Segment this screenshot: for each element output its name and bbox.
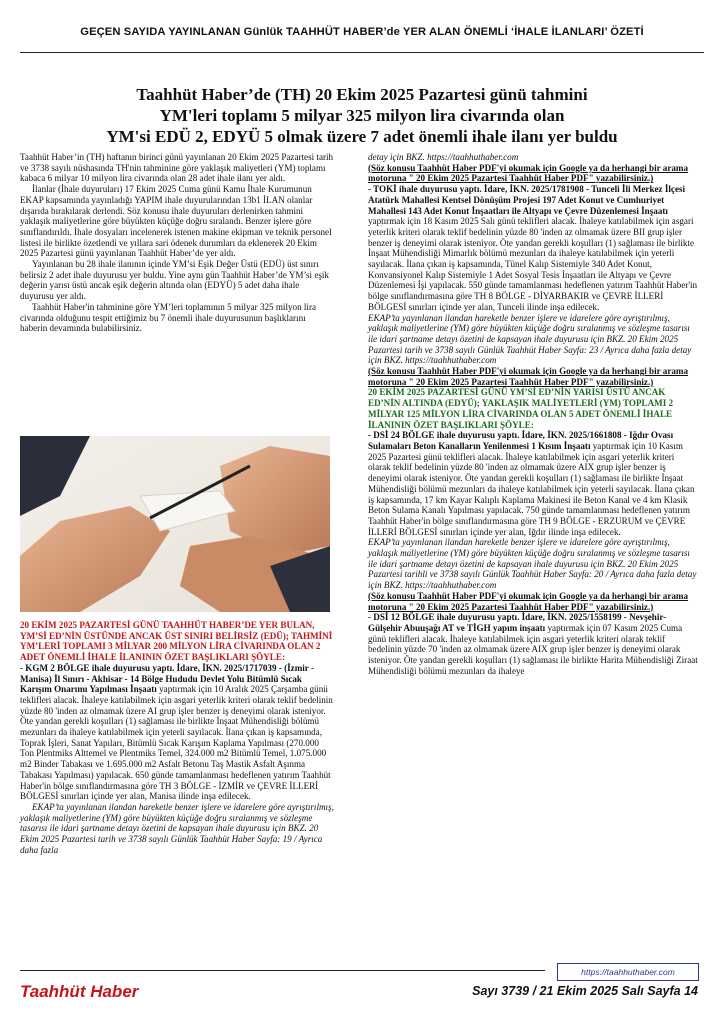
left-column [20, 152, 334, 334]
tender-item-2-body: yaptırmak için 18 Kasım 2025 Salı günü teklifleri alacak. İhaleye katılabilmek için asgari yeterlik kriteri olarak teklif bedelinin yüzde 80 'inden az olmamak üzere BII grup işler benzer iş deneyimi olarak isteniyor. Öte yandan gerekli koşulları (1) sağlaması ile birlikte İnşaat Mühendisliği Mimarlık bölümü mezunları da ihaleye katılabilmek için yeterli sayılacak. İlana çıkan iş kapsamında, Tünel Kalıp Sistemiyle 340 Adet Konut, Konvansiyonel Kalıp Sistemiyle 1 Adet Sosyal Tesis İnşaatları ile Altyapı ve Çevre Düzenlemesi İşi yapılacak. 550 günde tamamlanması hedeflenen yatırım Taahhüt Haber'in bölge sınıflandırmasına göre TH 8 BÖLGE - DİYARBAKIR ve ÇEVRE İLLERİ BÖLGESİ sınırları içinde yer alan, Tunceli ilinde inşa edilecek. [368, 216, 698, 312]
headline-line-1: Taahhüt Haber’de (TH) 20 Ekim 2025 Pazartesi günü tahmini [136, 85, 588, 104]
tender-item-4-body: yaptırmak için 07 Kasım 2025 Cuma günü teklifleri alacak. İhaleye katılabilmek için asgari yeterlik kriteri olarak teklif bedelinin yüzde 70 'inden az olmamak üzere AIX grup işler benzer iş deneyimi olarak isteniyor. Öte yandan gerekli koşulları (1) sağlaması ile birlikte Harita Mühendisliği Ziraat Mühendisliği bölümü mezunları da ihaleye [368, 622, 698, 676]
continued-detail: detay için BKZ. https://taahhuthaber.com [368, 152, 519, 162]
taahhut-haber-logo: Taahhüt Haber [20, 982, 139, 1001]
pdf-search-note-3: (Söz konusu Taahhüt Haber PDF'yi okumak için Google ya da herhangi bir arama motoruna " 20 Ekim 2025 Pazartesi Taahhüt Haber PDF" yazabilirsiniz.) [368, 590, 689, 612]
website-link[interactable]: https://taahhuthaber.com [557, 963, 699, 981]
section-heading-edyu: 20 EKİM 2025 PAZARTESİ GÜNÜ YM’Sİ ED’NİN YARISI ÜSTÜ ANCAK ED’NİN ALTINDA (EDYÜ); YAKLAŞIK MALİYETLERİ (YM) TOPLAMI 2 MİLYAR 125 MİLYON LİRA CİVARINDA OLAN 5 ADET ÖNEMLİ İHALE İLANININ ÖZET BAŞLIKLARI ŞÖYLE: [368, 387, 674, 430]
tender-item-3-body: yaptırmak için 10 Kasım 2025 Pazartesi günü teklifleri alacak. İhaleye katılabilmek için asgari yeterlik kriteri olarak teklif bedelinin yüzde 80 'inden az olmamak üzere AIX grup işler benzer iş deneyimi olarak isteniyor. Öte yandan gerekli koşulları (1) sağlaması ile birlikte İnşaat Mühendisliği bölümü mezunları da ihaleye katılabilmek için yeterli sayılacak. İlana çıkan iş kapsamında, 17 km Kayar Kalıplı Kaplama Makinesi ile Beton Kanal ve 4 km Klasik Beton Sulama Kanalı Yapılması yapılacak. 750 günde tamamlanması hedeflenen yatırım Taahhüt Haber'in bölge sınıflandırmasına göre TH 9 BÖLGE - ERZURUM ve ÇEVRE İLLERİ BÖLGESİ sınırları içinde yer alan, Iğdır ilinde inşa edilecek. [368, 440, 695, 537]
headline-line-2: YM'leri toplamı 5 milyar 325 milyon lira civarında olan [159, 106, 565, 125]
top-header: GEÇEN SAYIDA YAYINLANAN Günlük TAAHHÜT HABER’de YER ALAN ÖNEMLİ ‘İHALE İLANLARI’ ÖZETİ [80, 26, 644, 38]
body-paragraph-2: İlanlar (İhale duyuruları) 17 Ekim 2025 Cuma günü Kamu İhale Kurumunun EKAP kapsamında yayınladığı YAPIM ihale duyurularından 13b1 İLAN olanlar dışarıda bırakılarak derlendi. Söz konusu ihale duyuruları derlenirken tahmini yaklaşık maliyetlerine göre büyükten küçüğe doğru sıralandı. Benzer işlere göre sınıflandırıldı. İhale dosyaları incelenerek istenen makine ekipman ve teknik personel listesi ile birlikte özetlendi ve yıllara sari ödenek durumları da eklenerek 20 Ekim 2025 Pazartesi günü yayınlanan Taahhüt Haber’de yer aldı. [20, 184, 332, 259]
tender-item-3 [368, 430, 698, 537]
tender-item-2-note: EKAP’ta yayınlanan ilandan hareketle benzer işlere ve idarelere göre ayrıştırılmış, yaklaşık maliyetlerine (YM) göre büyükten küçüğe doğru sıralanmış ve sözleşme tasarısı ile idari şartname detayı özetini de kapsayan ihale duyurusu için BKZ. 20 Ekim 2025 Pazartesi tarih ve 3738 sayılı Günlük Taahhüt Haber Sayfa: 23 / Ayrıca daha fazla detay için BKZ. https://taahhuthaber.com [368, 312, 692, 366]
tender-item-3-note: EKAP’ta yayınlanan ilandan hareketle benzer işlere ve idarelere göre ayrıştırılmış, yaklaşık maliyetlerine (YM) göre büyükten küçüğe doğru sıralanmış ve sözleşme tasarısı ile idari şartname detayı özetini de kapsayan ihale duyurusu için BKZ. 20 Ekim 2025 Pazartesi tarihli ve 3738 sayılı Günlük Taahhüt Haber Sayfa: 20 / Ayrıca daha fazla detay için BKZ. https://taahhuthaber.com [368, 537, 697, 591]
body-paragraph-4: Taahhüt Haber'in tahminine göre YM’leri toplamının 5 milyar 325 milyon lira civarında olduğunu tespit ettiğimiz bu 7 önemli ihale duyurusunun başlıklarını haberin devamında bulabilirsiniz. [20, 301, 317, 334]
handshake-photo [20, 436, 330, 612]
footer-divider [20, 970, 545, 971]
tender-item-4-title: - DSİ 12 BÖLGE ihale duyurusu yaptı. İdare, İKN. 2025/1558199 - Nevşehir-Gülşehir Abuuşağı AT ve TİGH yapım inşaatı [368, 612, 667, 633]
tender-item-3-title: - DSİ 24 BÖLGE ihale duyurusu yaptı. İdare, İKN. 2025/1661808 - Iğdır Ovası Sulamaları Beton Kanalların Yenilenmesi 1 Kısım İnşaatı [368, 430, 674, 451]
body-paragraph-3: Yayınlanan bu 28 ihale ilanının içinde YM’si Eşik Değer Üstü (EDÜ) üst sınırı belirsiz 2 adet ihale duyurusu yer buldu. Yine aynı gün Taahhüt Haber’de YM’si eşik değerin yarısı üstü ancak eşik değerin altında olan (EDYÜ) 5 adet daha ihale duyurusu yer aldı. [20, 259, 329, 302]
tender-item-2-title: - TOKİ ihale duyurusu yaptı. İdare, İKN. 2025/1781908 - Tunceli İli Merkez İlçesi Atatürk Mahallesi Kentsel Dönüşüm Projesi 197 Adet Konut ve Cumhuriyet Mahallesi 143 Adet Konut İnşaatları ile Altyapı ve Çevre Düzenlemesi İnşaatı [368, 184, 686, 216]
tender-item-1-body: yaptırmak için 10 Aralık 2025 Çarşamba günü teklifleri alacak. İhaleye katılabilmek için asgari yeterlik kriteri olarak teklif bedelinin yüzde 80 'inden az olmamak üzere AI grup işler benzer iş deneyimi olarak isteniyor. Öte yandan gerekli koşulları (1) sağlaması ile birlikte İnşaat Mühendisliği bölümü mezunları da ihaleye katılabilmek için yeterli sayılacak. İlana çıkan iş kapsamında, Toprak İşleri, Sanat Yapıları, Bitümlü Sıcak Karışım Kaplama Yapılması (270.000 Ton Plentmiks Alttemel ve Plentmiks Temel, 324.000 m2 Bitümlü Temel, 1.075.000 m2 Binder Tabakası ve 1.695.000 m2 Asfalt Betonu Taş Mastik Asfalt Aşınma Tabakası Yapılması) yapılacak. 650 günde tamamlanması hedeflenen yatırım Taahhüt Haber'in bölge sınıflandırmasına göre TH 3 BÖLGE - İZMİR ve ÇEVRE İLLERİ BÖLGESİ sınırları içinde yer alan, Manisa ilinde inşa edilecek. [20, 684, 333, 802]
tender-item-2 [368, 184, 698, 312]
tender-item-4 [368, 612, 698, 676]
right-column [368, 152, 698, 676]
pdf-search-note-2: (Söz konusu Taahhüt Haber PDF'yi okumak için Google ya da herhangi bir arama motoruna " 20 Ekim 2025 Pazartesi Taahhüt Haber PDF" yazabilirsiniz.) [368, 366, 689, 387]
intro-paragraph: Taahhüt Haber’in (TH) haftanın birinci günü yayınlanan 20 Ekim 2025 Pazartesi tarih ve 3738 sayılı nüshasında TH'nin tahminine göre yaklaşık maliyetleri (YM) toplamı kabaca 6 milyar 10 milyon lira civarında olan 28 adet ihale ilanı yer aldı. [20, 152, 334, 184]
tender-item-1-title: - KGM 2 BÖLGE ihale duyurusu yaptı. İdare, İKN. 2025/1717039 - (İzmir - Manisa) İl Sınırı - Akhisar - 14 Bölge Hududu Devlet Yolu Bitümlü Sıcak Karışım Onarımı Yapılması İnşaatı [20, 662, 314, 695]
tender-item-1-note: EKAP’ta yayınlanan ilandan hareketle benzer işlere ve idarelere göre ayrıştırılmış, yaklaşık maliyetlerine (YM) göre büyükten küçüğe doğru sıralanmış ve sözleşme tasarısı ile idari şartname detayı özetini de kapsayan ihale duyurusu için BKZ. 20 Ekim 2025 Pazartesi tarih ve 3738 sayılı Günlük Taahhüt Haber Sayfa: 19 / Ayrıca daha fazla [20, 801, 334, 855]
section-heading-edu: 20 EKİM 2025 PAZARTESİ GÜNÜ TAAHHÜT HABER’DE YER BULAN, YM’Sİ ED’NİN ÜSTÜNDE ANCAK ÜST SINIRI BELİRSİZ (EDÜ); TAHMİNİ YM’LERİ TOPLAMI 3 MİLYAR 200 MİLYON LİRA CİVARINDA OLAN 2 ADET ÖNEMLİ İHALE İLANININ ÖZET BAŞLIKLARI ŞÖYLE: [20, 620, 333, 663]
left-column-lower [20, 620, 334, 855]
issue-info: Sayı 3739 / 21 Ekim 2025 Salı Sayfa 14 [472, 984, 698, 998]
tender-item-1 [20, 663, 334, 802]
headline-line-3: YM'si EDÜ 2, EDYÜ 5 olmak üzere 7 adet önemli ihale ilanı yer buldu [106, 127, 618, 146]
headline [20, 84, 704, 147]
pdf-search-note-1: (Söz konusu Taahhüt Haber PDF'yi okumak için Google ya da herhangi bir arama motoruna " 20 Ekim 2025 Pazartesi Taahhüt Haber PDF" yazabilirsiniz.) [368, 162, 689, 184]
top-divider [20, 52, 704, 53]
